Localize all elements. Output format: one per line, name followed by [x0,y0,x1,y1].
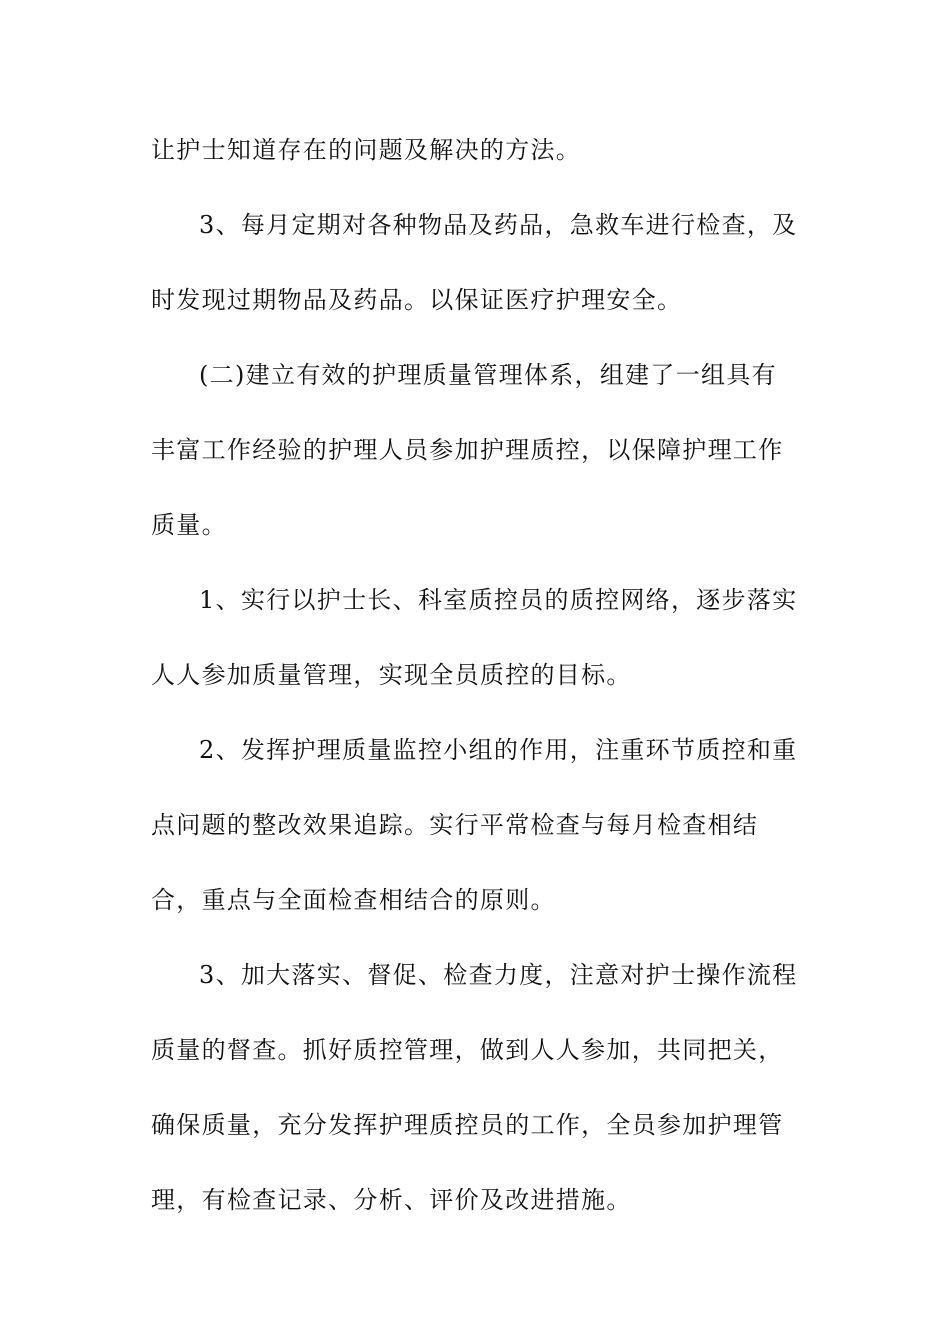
text-line: 质量。 [151,511,227,539]
text-line: 让护士知道存在的问题及解决的方法。 [151,136,582,164]
text-line: 确保质量，充分发挥护理质控员的工作，全员参加护理管 [151,1111,784,1139]
text-line: 时发现过期物品及药品。以保证医疗护理安全。 [151,286,683,314]
text-line: 理，有检查记录、分析、评价及改进措施。 [151,1186,632,1214]
text-line: (二)建立有效的护理质量管理体系，组建了一组具有 [199,361,777,389]
text-line: 2、发挥护理质量监控小组的作用，注重环节质控和重 [199,736,798,764]
text-line: 质量的督查。抓好质控管理，做到人人参加，共同把关， [151,1036,784,1064]
text-line: 点问题的整改效果追踪。实行平常检查与每月检查相结 [151,811,759,839]
text-line: 1、实行以护士长、科室质控员的质控网络，逐步落实 [199,586,798,614]
text-line: 丰富工作经验的护理人员参加护理质控，以保障护理工作 [151,436,784,464]
text-line: 合，重点与全面检查相结合的原则。 [151,886,556,914]
text-line: 3、每月定期对各种物品及药品，急救车进行检查，及 [199,211,798,239]
text-line: 3、加大落实、督促、检查力度，注意对护士操作流程 [199,961,798,989]
text-line: 人人参加质量管理，实现全员质控的目标。 [151,661,632,689]
